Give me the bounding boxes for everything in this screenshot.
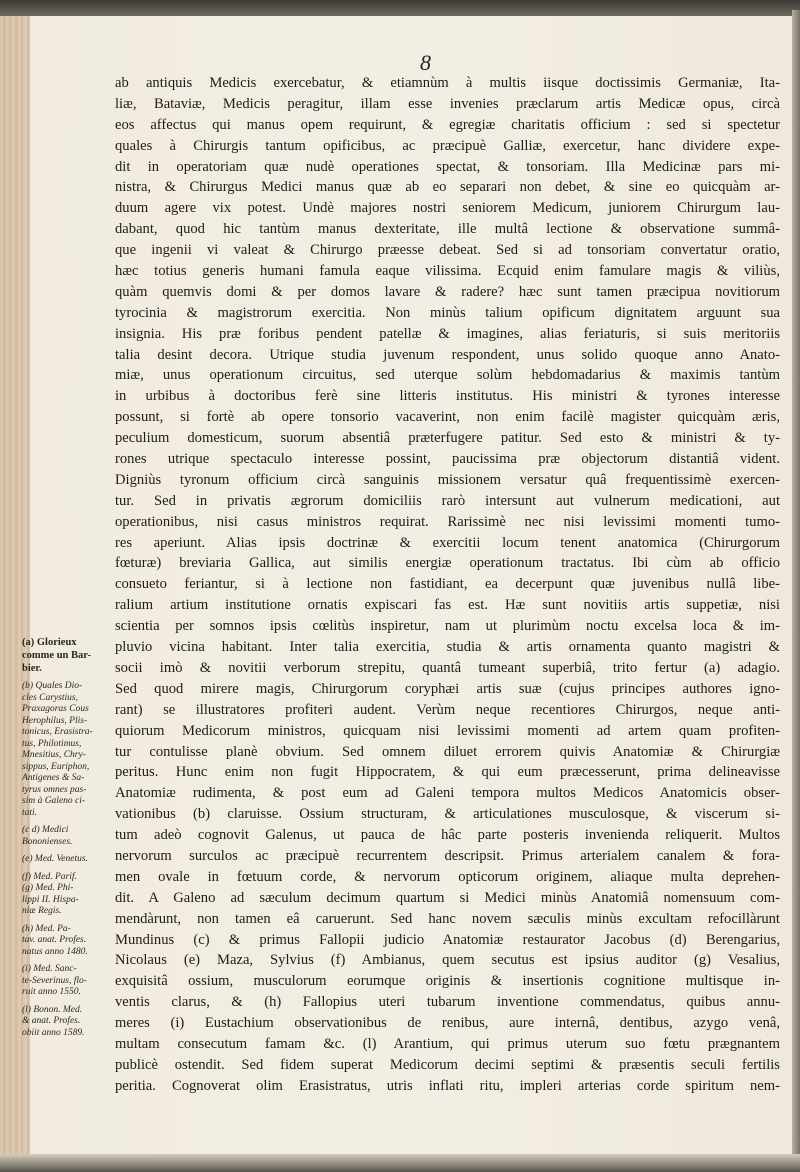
text-line: quales à Chirurgis tantum opificibus, ac præcipuè Galliæ, exercetur, hanc dividere expe- (115, 137, 780, 154)
text-line: dit in operatoriam quæ nudè operationes spectat, & tonsoriam. Illa Medicinæ pars mi- (115, 158, 780, 175)
text-line: tur contulisse planè obvium. Sed omnem diluet errorem quivis Anatomiæ & Chirurgiæ (115, 743, 780, 760)
text-line: eos affectus qui manus opem requirunt, & egregiæ charitatis officium : sed si spectetur (115, 116, 780, 133)
text-line: meres (i) Eustachium observationibus de renibus, aure internâ, dentibus, azygo venâ, (115, 1015, 780, 1032)
margin-notes (22, 636, 114, 1045)
margin-note-line: bier. (22, 663, 42, 674)
margin-note-line: tus, Philotimus, (22, 738, 82, 749)
text-line: publicè ostendit. Sed fidem superat Medicorum decimi septimi & præsentis seculi fertilis (115, 1056, 780, 1073)
text-line: duum agere vix potest. Undè majores nostri seniorem Medicum, juniorem Chirurgum lau- (115, 200, 780, 217)
main-text-block (115, 73, 780, 1097)
text-line: pluvio vicina habitant. Inter talia exercitia, studia & artis ornamenta quanto magistri & (115, 639, 780, 656)
bottom-shadow (0, 1154, 800, 1172)
text-line: in urbibus à doctoribus ferè sine litteris institutus. His ministri & tyrones interesse (115, 388, 780, 405)
margin-note-line: Praxagoras Cous (22, 704, 89, 714)
margin-note-cd (22, 825, 114, 848)
text-line: dit. A Galeno ad sæculum decimum quartum si Medici minùs Anatomiâ nomensuum com- (115, 889, 780, 906)
text-line: quàm quemvis domi & per domos lavare & radere? hæc sunt tamen præcipua novitiorum (115, 283, 780, 300)
text-line: socii imò & novitii verborum strepitu, quantâ tumeant superbiâ, trito fertur (a) adagio. (115, 659, 780, 676)
text-line: consueto feriantur, si à lectione non fastidiant, ea decerpunt quæ juvenibus nullâ libe- (115, 576, 780, 593)
margin-note-line: comme un Bar- (22, 650, 92, 661)
margin-note-line: te-Severinus, flo- (22, 975, 87, 986)
text-line: hæc totius generis humani famula eaque vilissima. Ecquid enim famulare magis & viliùs, (115, 263, 780, 280)
text-line: dabant, quod hic tantùm manus dexteritate, ille multâ lectione & observatione summâ- (115, 221, 780, 238)
text-line: que ingenii vi valeat & Chirurgo præesse debeat. Sed si ad tonsoriam convertatur oratio, (115, 242, 780, 259)
margin-note-line: Bononienses. (22, 836, 73, 847)
margin-note-line: (l) Bonon. Med. (22, 1004, 83, 1015)
text-line: scientia per somnos ipsis cœlitùs inspiretur, nam ut plurimùm noctu excelsa loca & im- (115, 618, 780, 635)
text-line: insignia. His præ foribus pendent patellæ & imagines, alias feriaturis, si suis meritoriis (115, 325, 780, 342)
text-line: Digniùs tyronum officium circà sanguinis missionem versatur quâ frequentissimè exercen- (115, 471, 780, 488)
text-line: operationibus, nisi casus ministros requirat. Rarissimè nec nisi levissimi momenti tumo- (115, 513, 780, 530)
page-edge (792, 10, 800, 1172)
margin-note-line: sippus, Euriphon, (22, 761, 90, 772)
margin-note-e (22, 854, 114, 866)
margin-note-line: (e) Med. Venetus. (22, 854, 88, 864)
text-line: nervorum surculos ac præcipuè recurrentem descripsit. Primus arterialem canalem & fora- (115, 847, 780, 864)
text-line: liæ, Bataviæ, Medicis peragitur, illam esse invenies præclarum artis Medicæ opus, circà (115, 95, 780, 112)
margin-note-line: (c d) Medici (22, 825, 69, 835)
margin-note-line: niæ Regis. (22, 906, 62, 916)
margin-note-line: (i) Med. Sanc- (22, 964, 77, 974)
margin-note-line: natus anno 1480. (22, 946, 88, 957)
text-line: peculium domesticum, suorum absentiâ præterfugere patitur. Sed esto & ministri & ty- (115, 430, 780, 447)
margin-note-line: & anat. Profes. (22, 1016, 81, 1026)
text-line: Anatomiæ rudimenta, & post eum ad Galeni tempora multos Medicos Anatomicis obser- (115, 785, 780, 802)
margin-note-line: ruit anno 1550. (22, 987, 81, 997)
margin-note-line: tav. anat. Profes. (22, 935, 87, 945)
text-line: Nicolaus (e) Maza, Sylvius (f) Ambianus, quem secutus est ipsius auditor (g) Vesalius, (115, 952, 780, 969)
text-line: tur. Sed in privatis ægrorum domiciliis rarò intersunt aut vulnerum medicationi, aut (115, 492, 780, 509)
margin-note-line: Antigenes & Sa- (22, 773, 85, 783)
margin-note-line: (f) Med. Parif. (22, 871, 77, 882)
margin-note-line: lippi II. Hispa- (22, 894, 79, 905)
text-line: miæ, unus operationum circuitus, sed uterque solùm hebdomadarius & maximis tantùm (115, 367, 780, 384)
margin-note-i (22, 964, 114, 999)
text-line: men ovale in fœtuum corde, & nervorum opticorum originem, aliaque multa deprehen- (115, 868, 780, 885)
text-line: quiorum Medicorum ministros, quicquam nisi levissimi momenti ad artem quam profiten- (115, 722, 780, 739)
margin-note-line: obiit anno 1589. (22, 1027, 85, 1038)
margin-note-line: tonicus, Erasistra- (22, 727, 93, 737)
text-line: mendàrunt, non tamen eâ caruerunt. Sed hanc novem sæculis minùs excultam refocillàrunt (115, 910, 780, 927)
margin-note-line: tyrus omnes pas- (22, 784, 87, 795)
margin-note-line: (h) Med. Pa- (22, 923, 71, 934)
text-line: vationibus (b) claruisse. Ossium structuram, & articulationes musculosque, & viscerum si- (115, 806, 780, 823)
margin-note-b (22, 681, 114, 819)
text-line: Sed quod mirere magis, Chirurgorum coryphæi artis suæ (cujus principes authores igno- (115, 680, 780, 697)
margin-note-line: cles Carystius, (22, 692, 78, 703)
text-line: possunt, si fortè ab opere tonsorio vacaverint, non enim facilè magister quicquàm æris, (115, 409, 780, 426)
margin-note-line: (a) Glorieux (22, 637, 77, 648)
margin-note-line: tati. (22, 807, 38, 818)
text-line: tum adeò cognovit Galenus, ut pauca de hâc parte posteris invenienda reliquerit. Multos (115, 827, 780, 844)
margin-note-h (22, 924, 114, 959)
text-line: rant) se illustratores profiteri audent. Verùm neque recentiores Chirurgos, neque anti- (115, 701, 780, 718)
page-number: 8 (420, 50, 431, 75)
text-line: talia desint decora. Utrique studia juvenum respondent, unus solido quoque anno Anato- (115, 346, 780, 363)
text-line: Mundinus (c) & primus Fallopii judicio Anatomiæ restaurator Jacobus (d) Berengarius, (115, 931, 780, 948)
text-line: multam consecutum famam &c. (l) Arantium, qui primus uterum suo fœtu prægnantem (115, 1035, 780, 1052)
text-line: fœturæ) breviaria Gallica, aut similis energiæ operationum tractatus. Ibi cùm ab officio (115, 555, 780, 572)
margin-note-l (22, 1005, 114, 1040)
margin-note-fg (22, 872, 114, 918)
margin-note-a (22, 636, 114, 675)
text-line: nistra, & Chirurgus Medici manus quæ ab eo separari non debet, & sine eo quicquàm ar- (115, 179, 780, 196)
margin-note-line: (g) Med. Phi- (22, 883, 74, 893)
text-line: ab antiquis Medicis exercebatur, & etiamnùm à multis iisque doctissimis Germaniæ, Ita- (115, 75, 780, 91)
text-line: ventis clarus, & (h) Fallopius uteri tubarum inventione commendatus, quibus annu- (115, 994, 780, 1011)
margin-note-line: sim à Galeno ci- (22, 796, 86, 806)
text-line: peritus. Hunc enim non fugit Hippocratem, & qui eum præcesserunt, prima delineavisse (115, 764, 780, 781)
text-line: exquisitâ ossium, musculorum eorumque originis & insertionis cognitione multisque in- (115, 973, 780, 990)
text-line: peritia. Cognoverat olim Erasistratus, utris inflati ritu, impleri arterias corde spiritum nem- (115, 1077, 780, 1094)
margin-note-line: (b) Quales Dio- (22, 681, 83, 691)
text-line: res aperiunt. Alias ipsis doctrinæ & exercitii locum tenent anatomica (Chirurgorum (115, 534, 780, 551)
text-line: rones utrique spectaculo interesse possint, paucissima præ objectorum distantiâ vident. (115, 451, 780, 468)
text-line: ralium artium institutione ornatis expiscari fas est. Hæ sunt novitiis artis suppetiæ, nisi (115, 597, 780, 614)
text-line: tyrocinia & magistrorum exercitia. Non minùs talium opificum dignitatem arguunt sua (115, 304, 780, 321)
margin-note-line: Herophilus, Plis- (22, 715, 88, 726)
margin-note-line: Mnesitius, Chry- (22, 750, 86, 760)
